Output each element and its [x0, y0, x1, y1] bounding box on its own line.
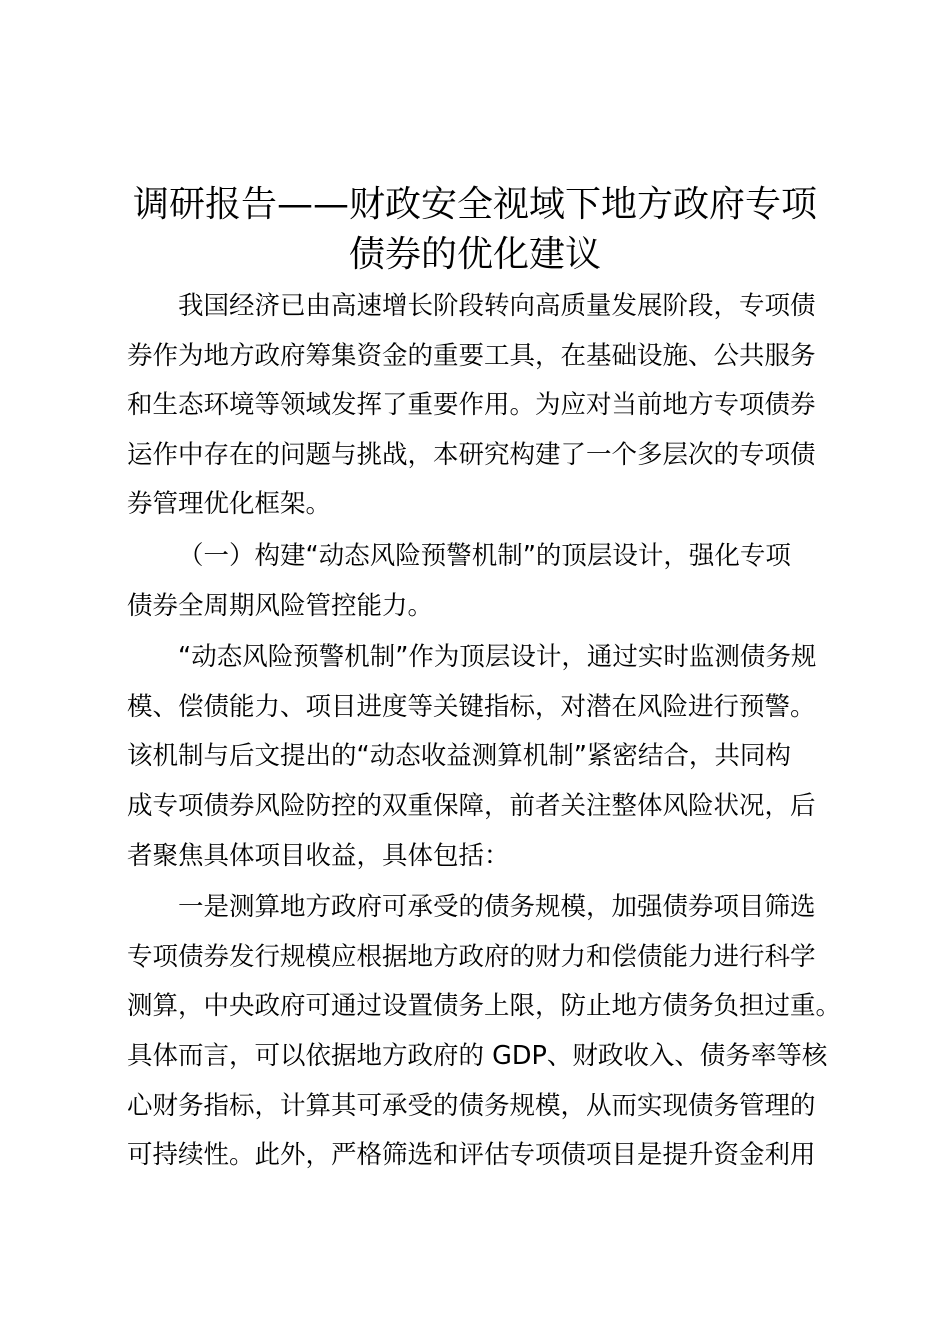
text-line: 成专项债券风险防控的双重保障，前者关注整体风险状况，后 [127, 790, 816, 821]
text-line: 可持续性。此外，严格筛选和评估专项债项目是提升资金利用 [127, 1140, 816, 1171]
text-line: 专项债券发行规模应根据地方政府的财力和偿债能力进行科学 [127, 941, 816, 972]
text-line: 券管理优化框架。 [127, 489, 332, 520]
title-line-1: 调研报告——财政安全视域下地方政府专项 [132, 184, 817, 225]
text-line: 测算，中央政府可通过设置债务上限，防止地方债务负担过重。 [127, 991, 842, 1022]
paragraph-intro [127, 282, 847, 530]
document-title [110, 180, 840, 280]
text-line: 心财务指标，计算其可承受的债务规模，从而实现债务管理的 [127, 1090, 816, 1121]
text-line: 具体而言，可以依据地方政府的 GDP、财政收入、债务率等核 [127, 1040, 828, 1071]
text-line: 运作中存在的问题与挑战，本研究构建了一个多层次的专项债 [127, 439, 816, 470]
text-line: 一是测算地方政府可承受的债务规模，加强债券项目筛选 [178, 892, 816, 923]
text-line: 该机制与后文提出的“动态收益测算机制”紧密结合，共同构 [127, 741, 791, 772]
section-heading-1 [127, 532, 847, 631]
title-line-2: 债券的优化建议 [348, 234, 601, 275]
paragraph-debt-scale [127, 883, 847, 1181]
text-line: 者聚焦具体项目收益，具体包括： [127, 840, 510, 871]
document-body [127, 282, 847, 1183]
text-line: 债券全周期风险管控能力。 [127, 590, 434, 621]
text-line: 我国经济已由高速增长阶段转向高质量发展阶段，专项债 [178, 291, 816, 321]
text-line: 模、偿债能力、项目进度等关键指标，对潜在风险进行预警。 [127, 691, 816, 722]
text-line: （一）构建“动态风险预警机制”的顶层设计，强化专项 [178, 540, 791, 571]
text-line: 和生态环境等领域发挥了重要作用。为应对当前地方专项债券 [127, 390, 816, 421]
text-line: 券作为地方政府筹集资金的重要工具，在基础设施、公共服务 [127, 340, 816, 371]
text-line: “动态风险预警机制”作为顶层设计，通过实时监测债务规 [178, 642, 817, 673]
paragraph-mechanism [127, 633, 847, 881]
